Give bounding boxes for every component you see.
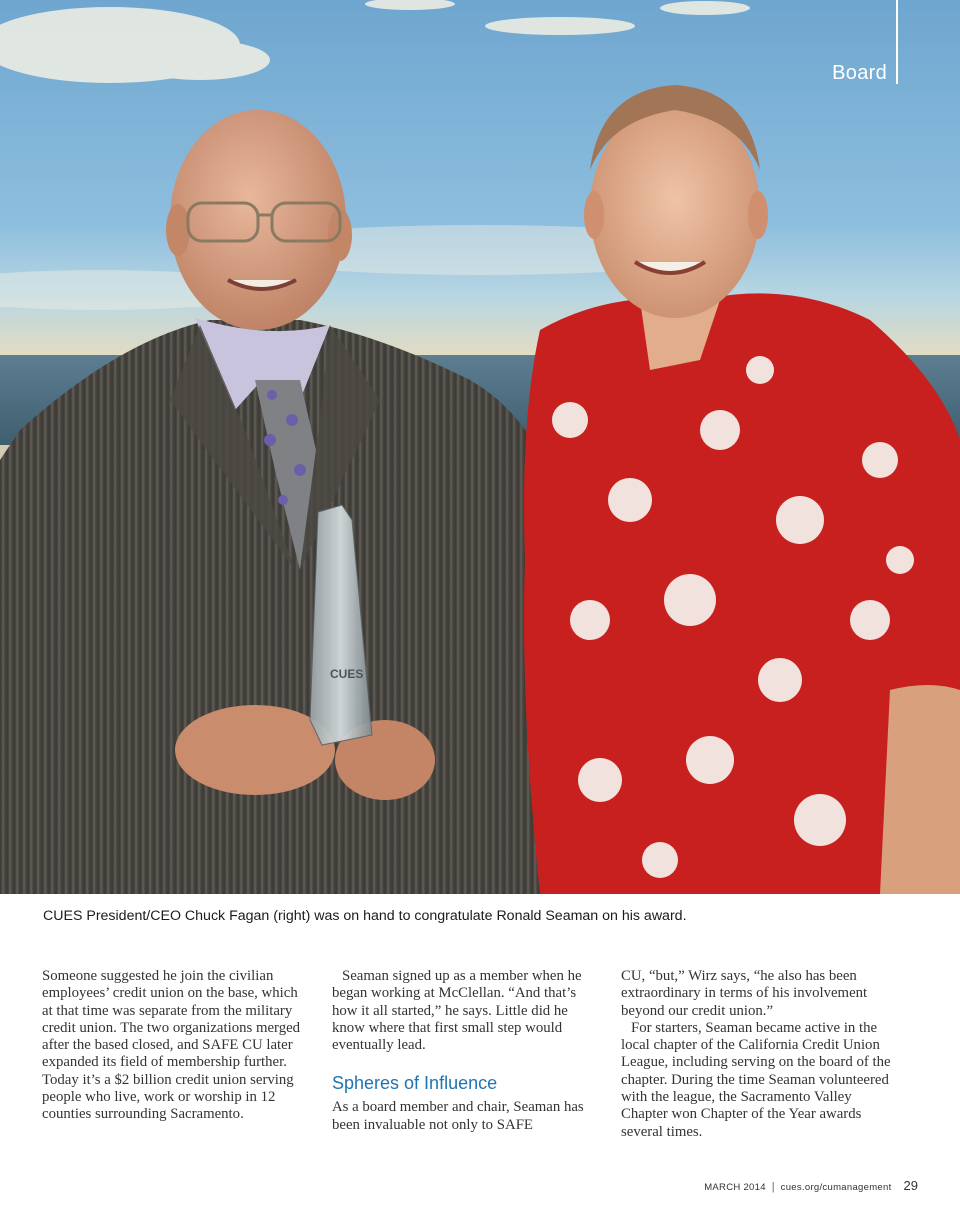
- subheading: Spheres of Influence: [332, 1073, 498, 1094]
- paragraph: CU, “but,” Wirz says, “he also has been extraordinary in terms of his involvement beyond our credit union.”: [621, 968, 868, 1019]
- award-logo-text: CUES: [330, 667, 364, 681]
- page-number: 29: [903, 1178, 918, 1193]
- article-column-1: [42, 968, 312, 1124]
- paragraph: For starters, Seaman became active in the local chapter of the California Credit Union League, including serving on the board of the chapter. During the time Seaman volunteered with the league, the Sacramento Valley Chapter won Chapter of the Year awards several times.: [621, 1019, 891, 1140]
- section-divider: [896, 0, 898, 84]
- article-column-3: [621, 968, 891, 1141]
- photo-caption: CUES President/CEO Chuck Fagan (right) was on hand to congratulate Ronald Seaman on his award.: [43, 908, 687, 924]
- issue-date: MARCH 2014: [704, 1182, 766, 1193]
- footer-separator: |: [771, 1181, 775, 1193]
- footer-url[interactable]: cues.org/cumanagement: [780, 1182, 892, 1193]
- paragraph: Someone suggested he join the civilian employees’ credit union on the base, which at that time was separate from the military credit union. The two organizations merged after the based closed, and SAFE CU later expanded its field of membership further. Today it’s a $2 billion credit union serving people who live, work or worship in 12 counties surrounding Sacramento.: [42, 968, 301, 1123]
- paragraph: As a board member and chair, Seaman has been invaluable not only to SAFE: [332, 1099, 584, 1133]
- page-footer: [704, 1178, 918, 1193]
- paragraph: Seaman signed up as a member when he began working at McClellan. “And that’s how it all started,” he says. Little did he know where that first small step would eventually lead.: [332, 968, 582, 1054]
- section-label: Board: [832, 62, 887, 84]
- article-column-2: [332, 968, 602, 1134]
